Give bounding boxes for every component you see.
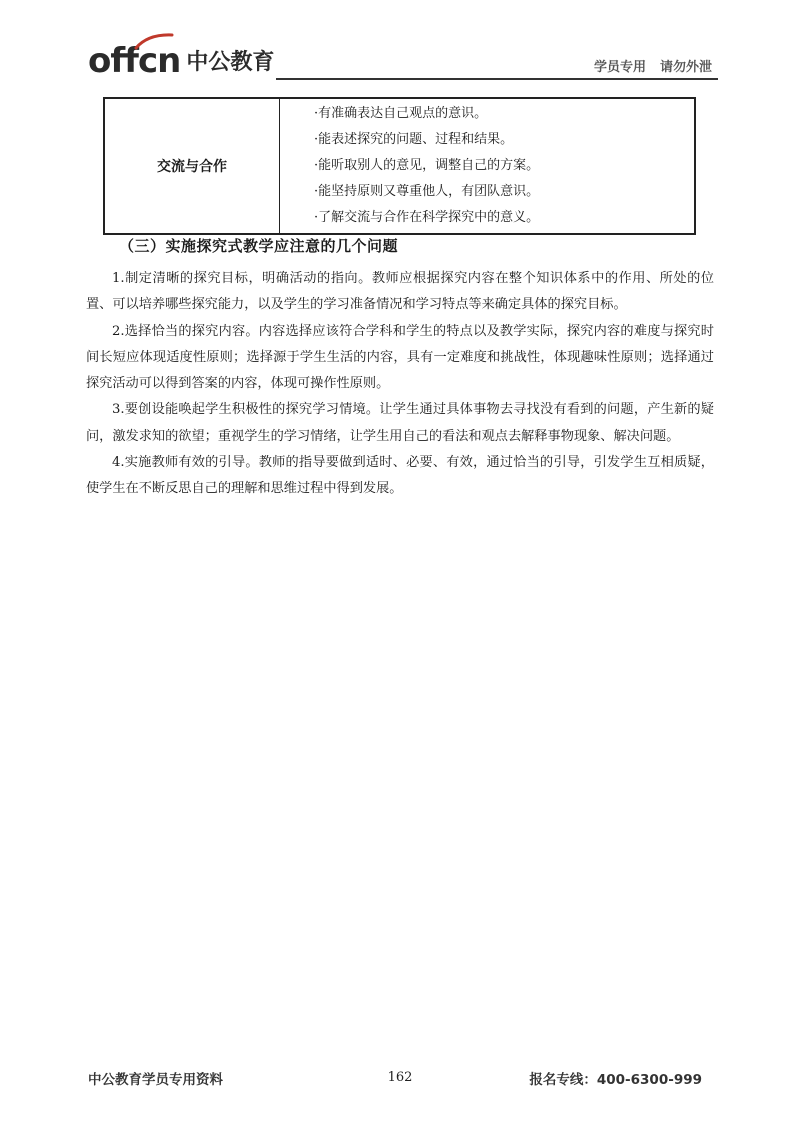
standards-table [103,97,696,235]
page-number: 162 [387,1070,413,1085]
paragraph: 4.实施教师有效的引导。教师的指导要做到适时、必要、有效，通过恰当的引导，引发学生互相质疑，使学生在不断反思自己的理解和思维过程中得到发展。 [86,455,714,497]
footer-hotline: 报名专线：400-6300-999 [529,1072,702,1088]
table-row-label: 交流与合作 [104,98,280,234]
section-heading: （三）实施探究式教学应注意的几个问题 [119,237,399,255]
paragraph: 1.制定清晰的探究目标，明确活动的指向。教师应根据探究内容在整个知识体系中的作用、所处的位置、可以培养哪些探究能力，以及学生的学习准备情况和学习特点等来确定具体的探究目标。 [86,271,714,313]
list-item: ·有准确表达自己观点的意识。 [314,106,488,121]
paragraph: 3.要创设能唤起学生积极性的探究学习情境。让学生通过具体事物去寻找没有看到的问题，产生新的疑问，激发求知的欲望；重视学生的学习情绪，让学生用自己的看法和观点去解释事物现象、解决问题。 [86,402,714,444]
list-item: ·能听取别人的意见，调整自己的方案。 [314,158,540,173]
logo-wordmark: offcn [88,41,181,81]
header-label-students-only: 学员专用 [593,60,646,75]
section-body [86,266,714,503]
header-divider [276,78,718,80]
paragraph: 2.选择恰当的探究内容。内容选择应该符合学科和学生的特点以及教学实际，探究内容的难度与探究时间长短应体现适度性原则；选择源于学生生活的内容，具有一定难度和挑战性，体现趣味性原则；选择通过探究活动可以得到答案的内容，体现可操作性原则。 [86,323,714,392]
header-label-do-not-distribute: 请勿外泄 [659,60,712,75]
footer-material-label: 中公教育学员专用资料 [88,1072,223,1088]
page-header [88,36,718,82]
table-row-items [280,98,696,234]
list-item: ·了解交流与合作在科学探究中的意义。 [314,210,540,225]
logo-swoosh-icon [134,32,174,50]
offcn-logo [88,38,275,81]
list-item: ·能表述探究的问题、过程和结果。 [314,132,514,147]
header-notice [594,56,712,75]
logo-chinese-name: 中公教育 [186,50,275,75]
table-row [104,98,695,234]
list-item: ·能坚持原则又尊重他人，有团队意识。 [314,184,540,199]
